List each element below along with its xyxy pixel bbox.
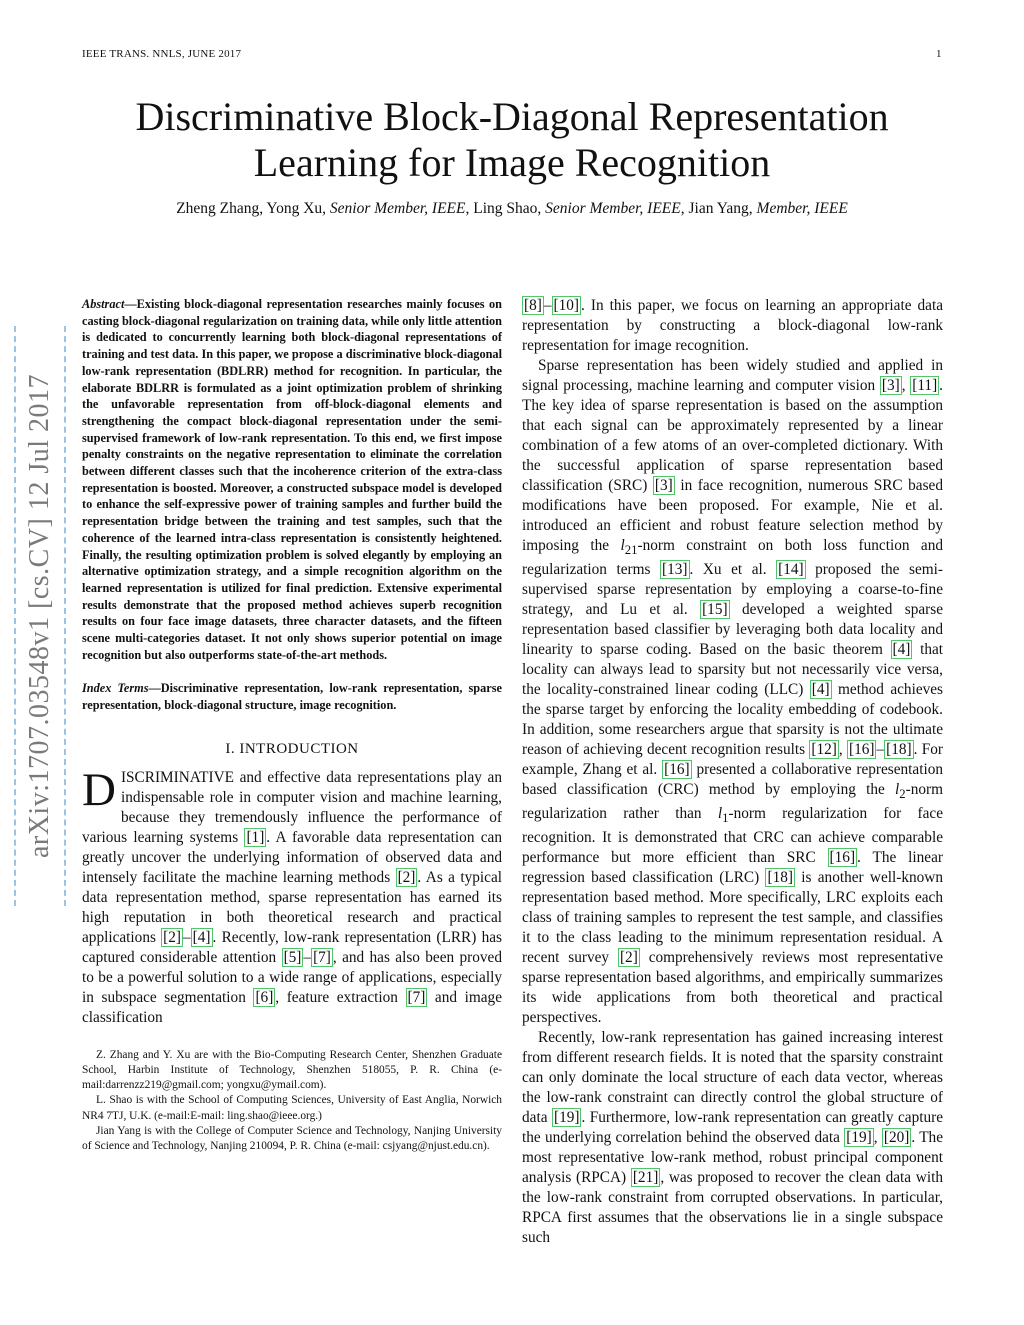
citation-link[interactable]: [6]: [255, 988, 274, 1006]
title-line-2: Learning for Image Recognition: [253, 140, 771, 185]
math-symbol: l: [894, 781, 900, 799]
body-text: is another well-known representation based method. More specifically, LRC exploits each class of training samples to represent the test sample, and classifies it to the class leading to the minimum representation residual. A recent survey: [522, 869, 943, 967]
math-subscript: 2: [899, 787, 906, 802]
citation-link[interactable]: [20]: [883, 1129, 910, 1147]
body-text: -norm regularization for face recognition. It is demonstrated that CRC can achieve comparable performance but more efficient than SRC: [522, 805, 943, 867]
body-text: developed a weighted sparse representation based classifier by leveraging both data locality and linearity to sparse coding. Based on the basic theorem: [522, 601, 943, 659]
body-text: –: [876, 741, 885, 759]
citation-link[interactable]: [16]: [848, 741, 875, 759]
citation-link[interactable]: [13]: [662, 561, 688, 579]
body-text: comprehensively reviews most representative sparse representation based algorithms, and empirically summarizes its wide applications from both theoretical and practical perspectives.: [522, 949, 943, 1027]
author-role: Senior Member, IEEE: [545, 200, 681, 217]
citation-link[interactable]: [11]: [912, 377, 938, 394]
index-terms-text: —Discriminative representation, low-rank representation, sparse representation, block-diagonal structure, image recognition.: [82, 681, 502, 713]
citation-link[interactable]: [8]: [524, 297, 542, 314]
body-text: ,: [838, 741, 847, 759]
abstract: [82, 296, 502, 663]
body-text: proposed the semi-supervised sparse representation by employing a coarse-to-fine strategy, and Lu et al.: [522, 561, 943, 619]
intro-text: –: [303, 948, 312, 966]
intro-text: . A favorable data representation can greatly uncover the underlying information of observed data and intensely facilitate the machine learning methods: [82, 828, 502, 886]
citation-link[interactable]: [7]: [313, 948, 331, 966]
arxiv-stamp-text: arXiv:1707.03548v1 [cs.CV] 12 Jul 2017: [24, 373, 55, 859]
citation-link[interactable]: [19]: [846, 1129, 872, 1147]
author-text: Zheng Zhang, Yong Xu,: [176, 200, 330, 217]
intro-text: , feature extraction: [275, 988, 406, 1006]
right-column: [522, 296, 943, 1248]
intro-text: . Recently, low-rank representation (LRR) has captured considerable attention: [82, 928, 502, 966]
math-symbol: l: [717, 805, 723, 823]
citation-link[interactable]: [16]: [829, 849, 856, 867]
citation-link[interactable]: [3]: [654, 477, 673, 494]
body-text: . Xu et al.: [689, 561, 777, 579]
intro-text: –: [183, 928, 191, 946]
section-heading: I. INTRODUCTION: [225, 740, 359, 757]
citation-link[interactable]: [2]: [163, 928, 182, 946]
footnote-affiliation: L. Shao is with the School of Computing Sciences, University of East Anglia, Norwich NR4 7TJ, U.K. (e-mail:E-mail: ling.shao@ieee.org.): [82, 1094, 502, 1122]
citation-link[interactable]: [2]: [619, 949, 638, 967]
citation-link[interactable]: [7]: [407, 988, 426, 1006]
citation-link[interactable]: [4]: [811, 681, 830, 699]
intro-text: , and has also been proved to be a powerful solution to a wide range of applications, especially in subspace segmentation: [82, 948, 502, 1006]
citation-link[interactable]: [18]: [886, 741, 912, 759]
abstract-label: Abstract: [82, 297, 125, 311]
citation-link[interactable]: [3]: [881, 377, 900, 394]
citation-link[interactable]: [1]: [246, 828, 265, 846]
title-line-1: Discriminative Block-Diagonal Representation: [135, 94, 889, 139]
body-text: , was proposed to recover the clean data with the low-rank constraint from corrupted observations. In particular, RPCA first assumes that the observations lie in a single subspace such: [522, 1169, 943, 1247]
body-text: . Furthermore, low-rank representation can greatly capture the underlying correlation behind the observed data: [522, 1109, 944, 1147]
body-text: Recently, low-rank representation has gained increasing interest from different research fields. It is noted that the sparsity constraint can only dominate the local structure of each data vector, whereas the low-rank constraint can directly control the global structure of data: [522, 1029, 943, 1127]
citation-link[interactable]: [10]: [553, 297, 579, 314]
citation-link[interactable]: [21]: [632, 1169, 659, 1187]
arxiv-stamp: [14, 326, 66, 906]
paper-title: [40, 94, 984, 186]
body-text: ,: [901, 377, 911, 394]
body-text: -norm constraint on both loss function and regularization terms: [522, 537, 943, 579]
author-role: Member, IEEE: [756, 200, 848, 217]
page-number: 1: [936, 48, 942, 60]
footnote-affiliation: Z. Zhang and Y. Xu are with the Bio-Computing Research Center, Shenzhen Graduate School, Harbin Institute of Technology, Shenzhen 518055, P. R. China (e-mail:darrenzz219@gmail.com; yongxu@ymail.com).: [82, 1048, 502, 1092]
math-symbol: l: [620, 537, 625, 554]
author-text: , Ling Shao,: [465, 200, 546, 217]
math-subscript: 1: [722, 811, 729, 826]
body-paragraph: [522, 356, 943, 1028]
intro-text: ISCRIMINATIVE and effective data representations play an indispensable role in computer vision and machine learning, because they tremendously influence the performance of various learning systems: [82, 768, 502, 846]
body-text: presented a collaborative representation based classification (CRC) method by employing the: [522, 761, 944, 799]
citation-link[interactable]: [15]: [702, 601, 728, 619]
body-text: . The key idea of sparse representation is based on the assumption that each signal can be approximately represented by a linear combination of a few atoms of an over-completed dictionary. With the successful application of sparse representation based classification (SRC): [522, 377, 943, 494]
citation-link[interactable]: [12]: [811, 741, 837, 759]
citation-link[interactable]: [19]: [553, 1109, 580, 1127]
author-role: Senior Member, IEEE: [329, 200, 466, 217]
body-text: -norm regularization rather than: [522, 781, 943, 823]
body-text: Sparse representation has been widely studied and applied in signal processing, machine learning and computer vision: [522, 357, 943, 394]
citation-link[interactable]: [4]: [192, 928, 211, 946]
math-subscript: 21: [624, 543, 638, 558]
citation-link[interactable]: [18]: [767, 869, 793, 887]
citation-link[interactable]: [4]: [892, 641, 911, 659]
author-list: [40, 200, 984, 218]
abstract-text: —Existing block-diagonal representation researches mainly focuses on casting block-diagonal regularization on training data, while only little attention is dedicated to concurrently learning both block-diagonal representations of training and test data. In this paper, we propose a discriminative block-diagonal low-rank representation (BDLRR) method for recognition. In particular, the elaborate BDLRR is formulated as a joint optimization problem of shrinking the unfavorable representation from off-block-diagonal elements and strengthening the compact block-diagonal representation under the semi-supervised framework of low-rank representation. To this end, we first impose penalty constraints on the negative representation to eliminate the correlation between different classes such that the incoherence criterion of the extra-class representation is boosted. Moreover, a constructed subspace model is developed to enhance the self-expressive power of training samples and further build the representation bridge between the training and test samples, such that the coherence of the learned intra-class representation is consistently heightened. Finally, the resulting optimization problem is solved elegantly by employing an alternative optimization strategy, and a simple recognition algorithm on the learned representation is utilized for final prediction. Extensive experimental results demonstrate that the proposed method achieves superb recognition results on four face image datasets, three character datasets, and the fifteen scene multi-categories dataset. It not only shows superior potential on image recognition but also outperforms state-of-the-art methods.: [82, 297, 502, 662]
body-text: ,: [873, 1129, 882, 1147]
body-text: method achieves the sparse target by enforcing the locality embedding of codebook. In addition, some researchers argue that sparsity is not the ultimate reason of achieving decent recognition results: [522, 681, 943, 759]
author-text: , Jian Yang,: [680, 200, 757, 217]
drop-cap: D: [82, 763, 116, 816]
intro-paragraph: [82, 763, 502, 1028]
left-column: [82, 296, 502, 1154]
body-text: that locality can always lead to sparsity but not necessarily vice versa, the locality-constrained linear coding (LLC): [522, 641, 944, 699]
running-header: IEEE TRANS. NNLS, JUNE 2017: [82, 48, 242, 60]
footnotes: [82, 1048, 502, 1154]
citation-link[interactable]: [5]: [283, 948, 302, 966]
body-text: . The linear regression based classification (LRC): [522, 849, 943, 887]
body-text: . For example, Zhang et al.: [522, 741, 943, 779]
intro-text: . As a typical data representation method, sparse representation has earned its high reputation in both theoretical research and practical applications: [82, 868, 502, 946]
footnote-affiliation: Jian Yang is with the College of Computer Science and Technology, Nanjing University of Science and Technology, Nanjing 210094, P. R. China (e-mail: csjyang@njust.edu.cn).: [82, 1124, 502, 1153]
citation-link[interactable]: [2]: [397, 868, 416, 886]
citation-link[interactable]: [16]: [664, 761, 690, 779]
body-text: –: [543, 297, 552, 314]
body-paragraph: [522, 1028, 943, 1248]
body-text: . In this paper, we focus on learning an appropriate data representation by constructing a block-diagonal low-rank representation for image recognition.: [522, 297, 943, 354]
citation-link[interactable]: [14]: [778, 561, 804, 579]
index-terms-label: Index Terms: [82, 681, 149, 696]
intro-text: and image classification: [82, 988, 502, 1026]
body-paragraph: [522, 296, 943, 356]
body-text: in face recognition, numerous SRC based modifications have been proposed. For example, Nie et al. introduced an efficient and robust feature selection method by imposing the: [522, 477, 943, 554]
index-terms: [82, 680, 502, 713]
body-text: . The most representative low-rank method, robust principal component analysis (RPCA): [522, 1129, 943, 1187]
